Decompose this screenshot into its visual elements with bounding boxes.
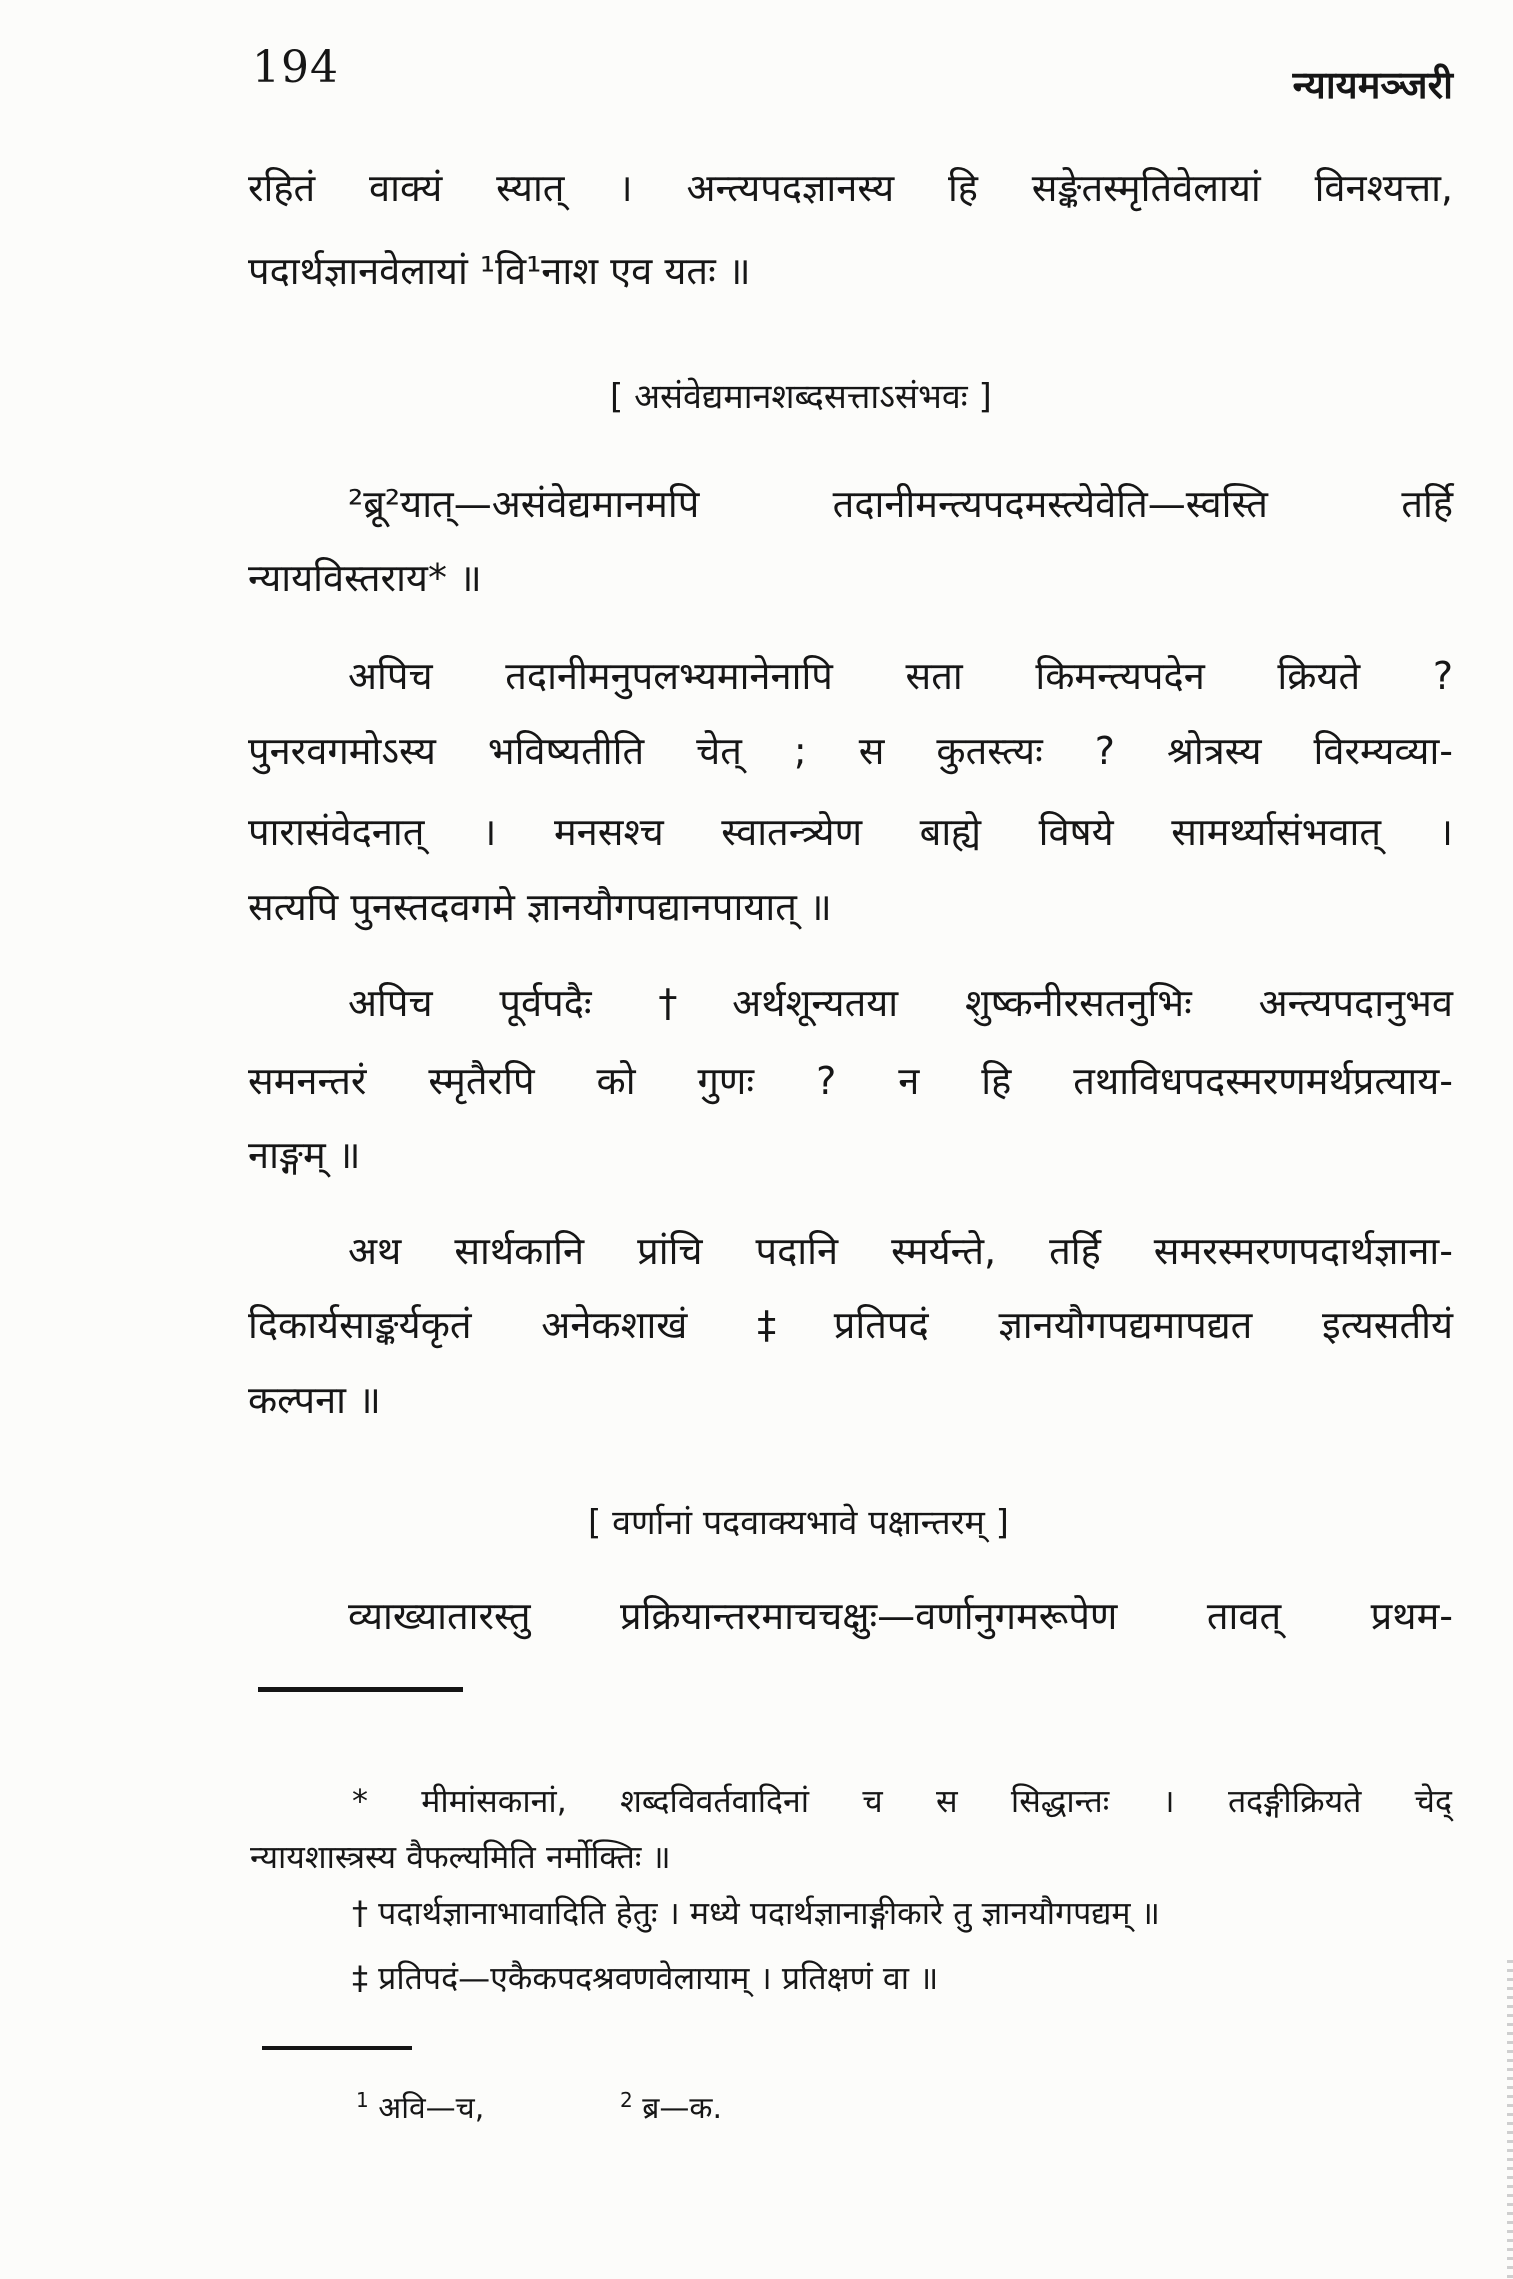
text-line: समनन्तरं स्मृतैरपि को गुणः ? न हि तथाविधपदस्मरणमर्थप्रत्याय- <box>248 1059 1453 1103</box>
text-line: पदार्थज्ञानवेलायां ¹वि¹नाश एव यतः ॥ <box>248 249 751 293</box>
page-number: 194 <box>252 42 339 93</box>
text-line: पुनरवगमोऽस्य भविष्यतीति चेत् ; स कुतस्त्यः ? श्रोत्रस्य विरम्यव्या- <box>248 729 1453 773</box>
text-line: अपिच तदानीमनुपलभ्यमानेनापि सता किमन्त्यपदेन क्रियते ? <box>348 654 1453 698</box>
text-line: पारासंवेदनात् । मनसश्च स्वातन्त्र्येण बाह्ये विषये सामर्थ्यासंभवात् । <box>248 810 1453 854</box>
section-heading: [ असंवेद्यमानशब्दसत्ताऽसंभवः ] <box>610 377 992 417</box>
footnote: † पदार्थज्ञानाभावादिति हेतुः । मध्ये पदार्थज्ञानाङ्गीकारे तु ज्ञानयौगपद्यम् ॥ <box>352 1894 1160 1932</box>
footnote-rule <box>258 1687 463 1692</box>
text-line: ²ब्रू²यात्—असंवेद्यमानमपि तदानीमन्त्यपदमस्त्येवेति—स्वस्ति तर्हि <box>348 482 1453 526</box>
text-line: अपिच पूर्वपदैः †अर्थशून्यतया शुष्कनीरसतनुभिः अन्त्यपदानुभव <box>348 981 1453 1025</box>
text-line: न्यायविस्तराय* ॥ <box>248 556 482 600</box>
footnote: * मीमांसकानां, शब्दविवर्तवादिनां च स सिद्धान्तः । तदङ्गीक्रियते चेद् <box>352 1782 1452 1820</box>
variant-text: अवि—च, <box>378 2091 485 2126</box>
text-line: दिकार्यसाङ्कर्यकृतं अनेकशाखं ‡प्रतिपदं ज्ञानयौगपद्यमापद्यत इत्यसतीयं <box>248 1303 1453 1347</box>
text-line: सत्यपि पुनस्तदवगमे ज्ञानयौगपद्यानपायात् ॥ <box>248 885 832 929</box>
text-line: नाङ्गम् ॥ <box>248 1133 361 1177</box>
variant-number: 2 <box>620 2088 633 2112</box>
variant-text: ब्र—क. <box>642 2091 722 2126</box>
text-line: रहितं वाक्यं स्यात् । अन्त्यपदज्ञानस्य हि सङ्केतस्मृतिवेलायां विनश्यत्ता, <box>248 166 1453 210</box>
text-line: अथ सार्थकानि प्रांचि पदानि स्मर्यन्ते, तर्हि समरस्मरणपदार्थज्ञाना- <box>348 1229 1453 1273</box>
text-line: व्याख्यातारस्तु प्रक्रियान्तरमाचचक्षुः—वर्णानुगमरूपेण तावत् प्रथम- <box>348 1594 1453 1638</box>
footnote: ‡ प्रतिपदं—एकैकपदश्रवणवेलायाम् । प्रतिक्षणं वा ॥ <box>352 1959 939 1997</box>
page-edge-speckle <box>1507 1960 1513 2279</box>
running-head: न्यायमञ्जरी <box>1292 63 1453 107</box>
variant-number: 1 <box>356 2088 369 2112</box>
footnote: न्यायशास्त्रस्य वैफल्यमिति नर्मोक्तिः ॥ <box>250 1838 671 1876</box>
text-line: कल्पना ॥ <box>248 1378 381 1422</box>
section-heading: [ वर्णानां पदवाक्यभावे पक्षान्तरम् ] <box>588 1503 1009 1543</box>
variants-rule <box>262 2046 412 2050</box>
variant-reading <box>356 2086 484 2127</box>
variant-reading <box>620 2086 722 2127</box>
